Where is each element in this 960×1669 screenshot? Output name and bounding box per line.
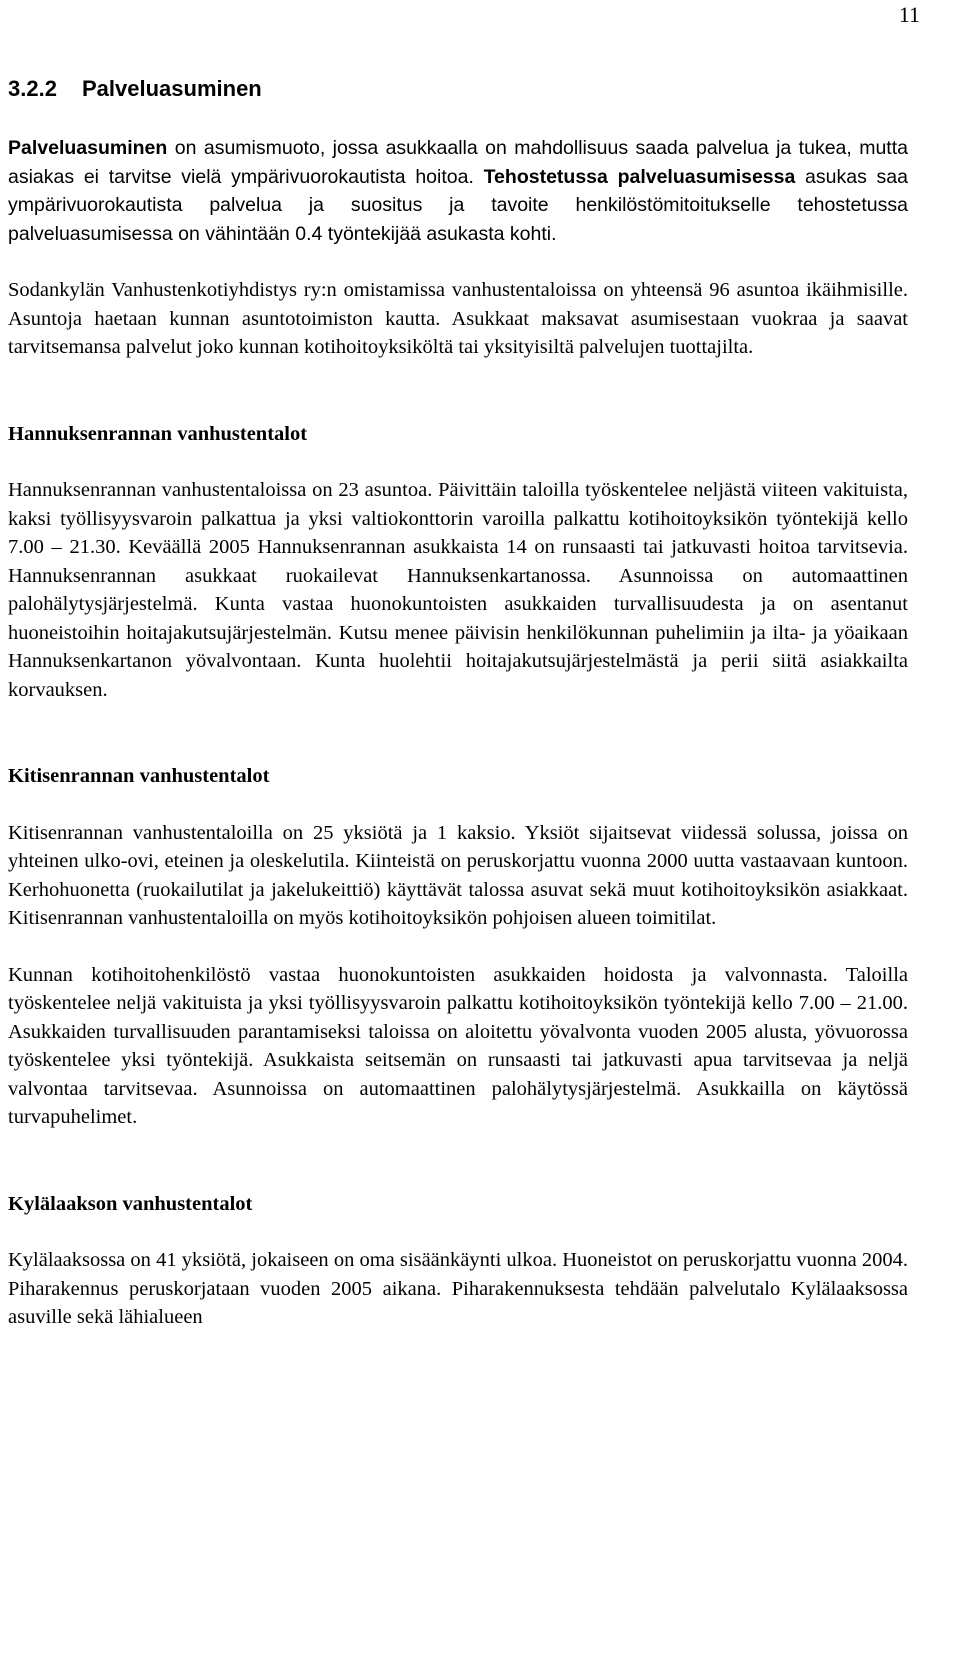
term-palveluasuminen: Palveluasuminen bbox=[8, 137, 168, 160]
section-heading bbox=[8, 76, 908, 102]
kylalaakso-paragraph: Kylälaaksossa on 41 yksiötä, jokaiseen on oma sisäänkäynti ulkoa. Huoneistot on peruskorjattu vuonna 2004. Piharakennus peruskorjataan vuoden 2005 aikana. Piharakennuksesta tehdään palvelutalo Kylälaaksossa asuville sekä lähialueen bbox=[8, 1249, 908, 1329]
heading-hannuksenranta: Hannuksenrannan vanhustentalot bbox=[8, 422, 308, 445]
heading-kylalaakso: Kylälaakson vanhustentalot bbox=[8, 1192, 253, 1215]
kitisenranta-paragraph-1: Kitisenrannan vanhustentaloilla on 25 yksiötä ja 1 kaksio. Yksiöt sijaitsevat viidessä solussa, joissa on yhteinen ulko-ovi, eteinen ja oleskelutila. Kiinteistä on peruskorjattu vuonna 2000 uutta vastaavaan kuntoon. Kerhohuonetta (ruokailutilat ja jakelukeittiö) käyttävät talossa asuvat sekä muut kotihoitoyksikön asiakkaat. Kitisenrannan vanhustentaloilla on myös kotihoitoyksikön pohjoisen alueen toimitilat. bbox=[8, 821, 908, 930]
intro-paragraph bbox=[8, 134, 908, 248]
hannuksenranta-paragraph: Hannuksenrannan vanhustentaloissa on 23 asuntoa. Päivittäin taloilla työskentelee neljästä viiteen vakituista, kaksi työllisyysvaroin palkattua ja yksi valtiokonttorin varoilla palkattu kotihoitoyksikön työntekijä kello 7.00 – 21.30. Keväällä 2005 Hannuksenrannan asukkaista 14 on runsaasti tai jatkuvasti hoitoa tarvitsevia. Hannuksenrannan asukkaat ruokailevat Hannuksenkartanossa. Asunnoissa on automaattinen palohälytysjärjestelmä. Kunta vastaa huonokuntoisten asukkaiden turvallisuudesta ja on asentanut huoneistoihin hoitajakutsujärjestelmän. Kutsu menee päivisin henkilökunnan puhelimiin ja ilta- ja yöaikaan Hannuksenkartanon yövalvontaan. Kunta huolehtii hoitajakutsujärjestelmästä ja perii siitä asiakkailta korvauksen. bbox=[8, 479, 908, 701]
heading-kitisenranta: Kitisenrannan vanhustentalot bbox=[8, 765, 270, 788]
association-paragraph: Sodankylän Vanhustenkotiyhdistys ry:n omistamissa vanhustentaloissa on yhteensä 96 asuntoa ikäihmisille. Asuntoja haetaan kunnan asuntotoimiston kautta. Asukkaat maksavat asumisestaan vuokraa ja saavat tarvitsemansa palvelut joko kunnan kotihoitoyksiköltä tai yksityisiltä palvelujen tuottajilta. bbox=[8, 279, 908, 359]
intro-text-1: on asumismuoto, jossa asukkaalla on mahdollisuus saada palvelua ja tukea, mutta asiakas ei tarvitse vielä ympärivuorokautista hoitoa. bbox=[8, 137, 908, 188]
section-number: 3.2.2 bbox=[8, 76, 57, 101]
kitisenranta-paragraph-2: Kunnan kotihoitohenkilöstö vastaa huonokuntoisten asukkaiden hoidosta ja valvonnasta. Taloilla työskentelee neljä vakituista ja yksi työllisyysvaroin palkattu kotihoitoyksikön työntekijä kello 7.00 – 21.00. Asukkaiden turvallisuuden parantamiseksi taloissa on aloitettu yövalvonta vuoden 2005 alusta, yövuorossa työskentelee yksi työntekijä. Asukkaista seitsemän on runsaasti tai jatkuvasti apua tarvitsevaa ja neljä valvontaa tarvitsevaa. Asunnoissa on automaattinen palohälytysjärjestelmä. Asukkailla on käytössä turvapuhelimet. bbox=[8, 963, 908, 1129]
intro-text-2: asukas saa ympärivuorokautista palvelua ja suositus ja tavoite henkilöstömitoitukselle tehostetussa palveluasumisessa on vähintään 0.4 työntekijää asukasta kohti. bbox=[8, 165, 909, 245]
term-tehostettu: Tehostetussa palveluasumisessa bbox=[483, 165, 796, 188]
section-title: Palveluasuminen bbox=[82, 76, 262, 101]
document-body bbox=[8, 76, 908, 1332]
page-number: 11 bbox=[898, 2, 920, 27]
